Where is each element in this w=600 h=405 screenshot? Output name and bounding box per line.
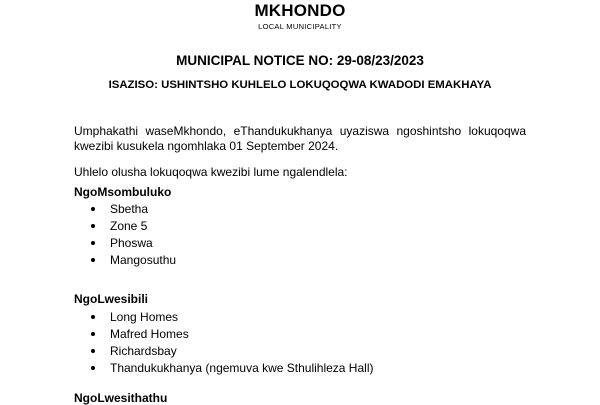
bullet-icon bbox=[91, 349, 95, 353]
area-list-tuesday bbox=[91, 310, 373, 378]
list-item bbox=[91, 236, 176, 253]
intro-paragraph-line-1: Umphakathi waseMkhondo, eThandukukhanya uyaziswa ngoshintsho lokuqoqwa bbox=[74, 124, 526, 138]
bullet-icon bbox=[91, 258, 95, 262]
schedule-intro: Uhlelo olusha lokuqoqwa kwezibi lume ngalendlela: bbox=[74, 165, 348, 179]
area-name: Thandukukhanya (ngemuva kwe Sthulihleza Hall) bbox=[110, 361, 374, 375]
bullet-icon bbox=[91, 366, 95, 370]
area-name: Mafred Homes bbox=[110, 327, 189, 341]
notice-subject: ISAZISO: USHINTSHO KUHLELO LOKUQOQWA KWADODI EMAKHAYA bbox=[108, 79, 492, 91]
area-name: Zone 5 bbox=[110, 219, 148, 233]
day-heading-monday: NgoMsombuluko bbox=[74, 185, 172, 199]
notice-title: MUNICIPAL NOTICE NO: 29-08/23/2023 bbox=[176, 53, 424, 68]
area-name: Mangosuthu bbox=[110, 253, 177, 267]
bullet-icon bbox=[91, 241, 95, 245]
list-item bbox=[91, 327, 373, 344]
list-item bbox=[91, 344, 373, 361]
area-name: Richardsbay bbox=[110, 344, 177, 358]
list-item bbox=[91, 361, 373, 378]
municipality-subtitle: LOCAL MUNICIPALITY bbox=[258, 22, 342, 31]
area-name: Long Homes bbox=[110, 310, 179, 324]
list-item bbox=[91, 202, 176, 219]
day-heading-wednesday: NgoLwesithathu bbox=[74, 391, 168, 405]
day-heading-tuesday: NgoLwesibili bbox=[74, 292, 149, 306]
intro-paragraph-line-2: kwezibi kusukela ngomhlaka 01 September 2024. bbox=[74, 139, 339, 153]
list-item bbox=[91, 253, 176, 270]
bullet-icon bbox=[91, 332, 95, 336]
bullet-icon bbox=[91, 207, 95, 211]
list-item bbox=[91, 310, 373, 327]
bullet-icon bbox=[91, 224, 95, 228]
bullet-icon bbox=[91, 315, 95, 319]
area-name: Sbetha bbox=[110, 202, 149, 216]
area-list-monday bbox=[91, 202, 176, 270]
municipality-name: MKHONDO bbox=[254, 1, 346, 20]
list-item bbox=[91, 219, 176, 236]
area-name: Phoswa bbox=[110, 236, 153, 250]
